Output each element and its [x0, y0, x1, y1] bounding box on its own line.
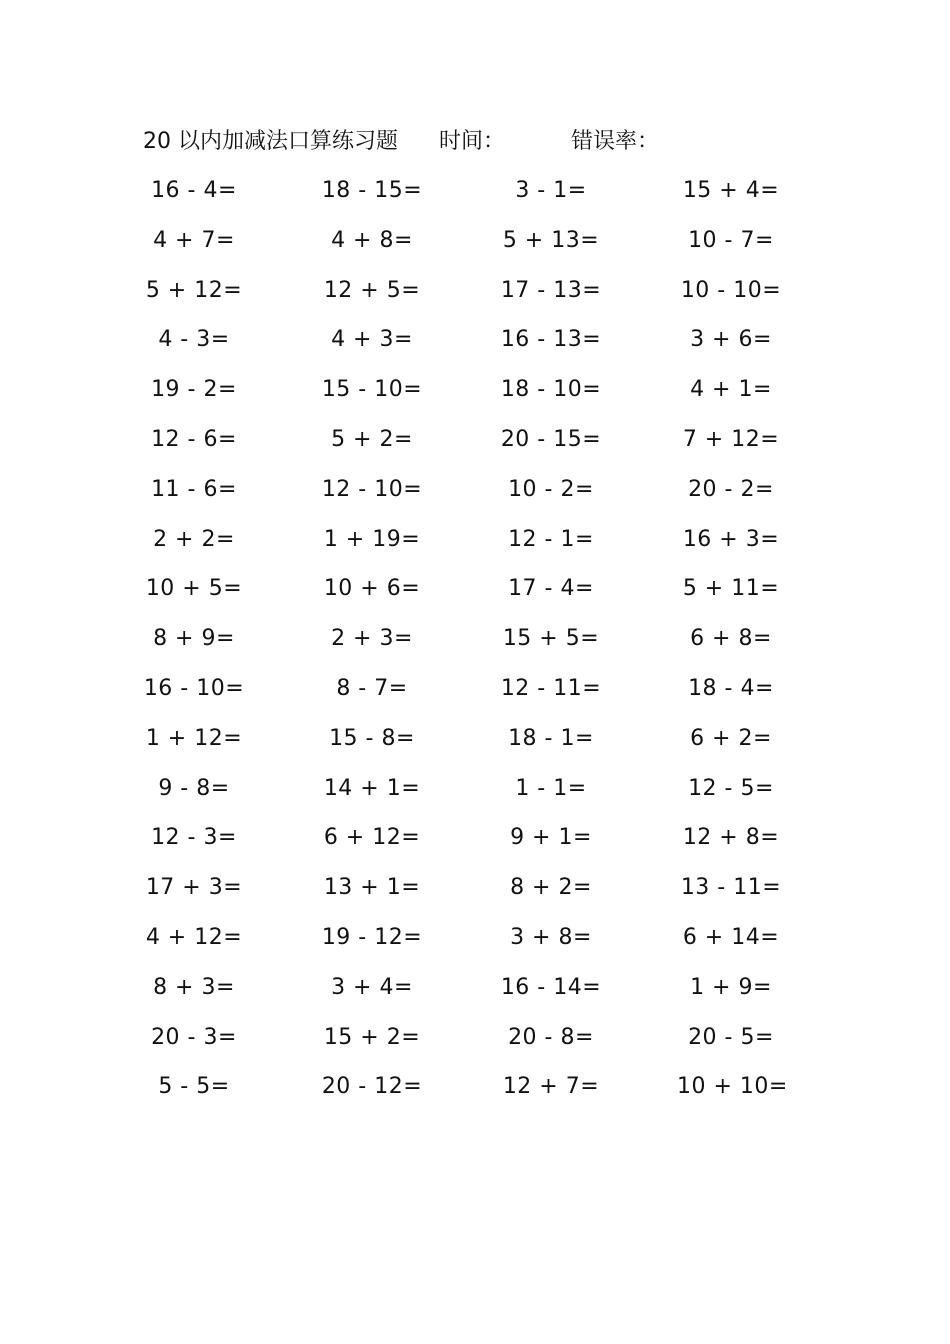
arithmetic-problem: 9 + 1= [510, 825, 592, 851]
problem-row [140, 915, 820, 965]
arithmetic-problem: 5 + 11= [682, 576, 780, 602]
problem-row [140, 367, 820, 417]
arithmetic-problem: 3 - 1= [515, 178, 587, 203]
arithmetic-problem: 12 + 5= [323, 277, 421, 303]
problem-grid [140, 168, 820, 1114]
problem-row [140, 268, 820, 318]
problem-row [140, 1064, 820, 1114]
arithmetic-problem: 17 - 4= [508, 576, 594, 602]
arithmetic-problem: 4 + 8= [331, 227, 413, 253]
arithmetic-problem: 15 - 8= [329, 725, 415, 751]
arithmetic-problem: 3 + 4= [331, 974, 413, 1000]
arithmetic-problem: 1 + 19= [323, 526, 421, 552]
arithmetic-problem: 12 - 1= [508, 526, 594, 552]
arithmetic-problem: 8 + 9= [153, 626, 235, 652]
arithmetic-problem: 3 + 8= [510, 924, 592, 950]
arithmetic-problem: 4 - 3= [158, 327, 230, 353]
arithmetic-problem: 12 - 5= [688, 775, 774, 801]
arithmetic-problem: 15 - 10= [321, 377, 423, 403]
arithmetic-problem: 18 - 4= [688, 675, 774, 701]
arithmetic-problem: 20 - 3= [151, 1024, 237, 1050]
arithmetic-problem: 3 + 6= [690, 327, 772, 353]
arithmetic-problem: 8 + 2= [510, 875, 592, 901]
arithmetic-problem: 5 - 5= [158, 1074, 230, 1100]
arithmetic-problem: 8 + 3= [153, 974, 235, 1000]
arithmetic-problem: 12 - 6= [151, 426, 237, 452]
arithmetic-problem: 13 - 11= [680, 875, 782, 901]
arithmetic-problem: 20 - 5= [688, 1024, 774, 1050]
problem-row [140, 218, 820, 268]
problem-row [140, 566, 820, 616]
arithmetic-problem: 7 + 12= [682, 426, 780, 452]
arithmetic-problem: 17 - 13= [500, 277, 602, 303]
arithmetic-problem: 10 + 5= [145, 576, 243, 602]
arithmetic-problem: 6 + 2= [690, 725, 772, 751]
arithmetic-problem: 6 + 12= [323, 825, 421, 851]
arithmetic-problem: 16 - 13= [500, 327, 602, 353]
arithmetic-problem: 5 + 13= [502, 227, 600, 253]
arithmetic-problem: 16 + 3= [682, 526, 780, 552]
problem-row [140, 766, 820, 816]
arithmetic-problem: 6 + 8= [690, 626, 772, 652]
arithmetic-problem: 4 + 12= [145, 924, 243, 950]
arithmetic-problem: 4 + 1= [690, 377, 772, 403]
arithmetic-problem: 5 + 12= [145, 277, 243, 303]
arithmetic-problem: 10 - 7= [688, 227, 774, 253]
worksheet-title: 20 以内加减法口算练习题 [143, 129, 398, 154]
arithmetic-problem: 10 + 10= [677, 1074, 788, 1100]
problem-row [140, 467, 820, 517]
problem-row [140, 865, 820, 915]
arithmetic-problem: 8 - 7= [336, 675, 408, 701]
arithmetic-problem: 12 - 3= [151, 825, 237, 851]
arithmetic-problem: 17 + 3= [145, 875, 243, 901]
arithmetic-problem: 16 - 10= [143, 675, 245, 701]
arithmetic-problem: 4 + 3= [331, 327, 413, 353]
arithmetic-problem: 16 - 4= [151, 178, 237, 203]
arithmetic-problem: 20 - 15= [500, 426, 602, 452]
problem-row [140, 168, 820, 218]
time-label: 时间： [439, 129, 506, 154]
arithmetic-problem: 15 + 5= [502, 626, 600, 652]
arithmetic-problem: 15 + 4= [682, 178, 780, 203]
arithmetic-problem: 6 + 14= [682, 924, 780, 950]
arithmetic-problem: 15 + 2= [323, 1024, 421, 1050]
arithmetic-problem: 9 - 8= [158, 775, 230, 801]
arithmetic-problem: 12 + 7= [502, 1074, 600, 1100]
arithmetic-problem: 1 + 9= [690, 974, 772, 1000]
arithmetic-problem: 20 - 8= [508, 1024, 594, 1050]
arithmetic-problem: 20 - 12= [321, 1074, 423, 1100]
arithmetic-problem: 12 + 8= [682, 825, 780, 851]
problem-row [140, 1015, 820, 1065]
arithmetic-problem: 18 - 15= [321, 178, 423, 203]
arithmetic-problem: 12 - 10= [321, 476, 423, 502]
arithmetic-problem: 13 + 1= [323, 875, 421, 901]
problem-row [140, 716, 820, 766]
problem-row [140, 517, 820, 567]
problem-row [140, 317, 820, 367]
arithmetic-problem: 16 - 14= [500, 974, 602, 1000]
problem-row [140, 666, 820, 716]
arithmetic-problem: 1 + 12= [145, 725, 243, 751]
arithmetic-problem: 5 + 2= [331, 426, 413, 452]
problem-row [140, 815, 820, 865]
arithmetic-problem: 19 - 12= [321, 924, 423, 950]
arithmetic-problem: 18 - 10= [500, 377, 602, 403]
arithmetic-problem: 2 + 3= [331, 626, 413, 652]
arithmetic-problem: 19 - 2= [151, 377, 237, 403]
arithmetic-problem: 2 + 2= [153, 526, 235, 552]
arithmetic-problem: 10 - 10= [680, 277, 782, 303]
arithmetic-problem: 14 + 1= [323, 775, 421, 801]
arithmetic-problem: 10 - 2= [508, 476, 594, 502]
error-rate-label: 错误率： [571, 129, 660, 154]
arithmetic-problem: 12 - 11= [500, 675, 602, 701]
arithmetic-problem: 1 - 1= [515, 775, 587, 801]
problem-row [140, 965, 820, 1015]
problem-row [140, 616, 820, 666]
arithmetic-problem: 20 - 2= [688, 476, 774, 502]
problem-row [140, 417, 820, 467]
arithmetic-problem: 18 - 1= [508, 725, 594, 751]
arithmetic-problem: 10 + 6= [323, 576, 421, 602]
arithmetic-problem: 4 + 7= [153, 227, 235, 253]
arithmetic-problem: 11 - 6= [151, 476, 237, 502]
